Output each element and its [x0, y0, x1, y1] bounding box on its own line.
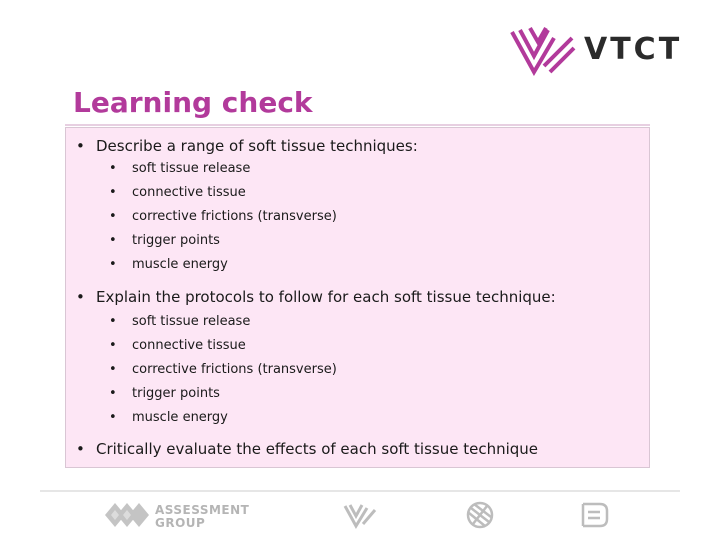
- bullet-glyph: •: [109, 362, 117, 377]
- bullet-text: Describe a range of soft tissue techniques:: [96, 137, 418, 155]
- sub-bullet-text: muscle energy: [132, 410, 228, 425]
- bullet-text: Explain the protocols to follow for each soft tissue technique:: [96, 288, 556, 306]
- bullet-glyph: •: [76, 440, 85, 458]
- sub-bullet-text: connective tissue: [132, 185, 246, 200]
- group-label: GROUP: [155, 516, 206, 530]
- bullet-text: Critically evaluate the effects of each soft tissue technique: [96, 440, 539, 458]
- assessment-group-logo: [105, 500, 250, 534]
- sub-bullet-text: trigger points: [132, 233, 220, 248]
- vtct-wordmark: VTCT: [584, 32, 683, 67]
- sub-bullet-text: connective tissue: [132, 338, 246, 353]
- vtct-footer-logo: [343, 500, 377, 534]
- vtct-logo: [508, 22, 683, 76]
- bullet-glyph: •: [76, 288, 85, 306]
- bullet-glyph: •: [76, 137, 85, 155]
- footer-divider: [40, 490, 680, 492]
- sub-bullet-text: corrective frictions (transverse): [132, 362, 337, 377]
- bullet-glyph: •: [109, 161, 117, 176]
- sub-bullet-text: corrective frictions (transverse): [132, 209, 337, 224]
- vtct-chevron-grey-icon: [343, 500, 377, 530]
- sub-bullet-text: trigger points: [132, 386, 220, 401]
- globe-footer-logo: [465, 500, 495, 534]
- vtct-chevron-icon: [508, 22, 578, 76]
- learning-check-panel: [65, 127, 650, 468]
- bullet-glyph: •: [109, 233, 117, 248]
- assessment-group-icon: [105, 500, 151, 530]
- box-footer-logo: [580, 500, 610, 534]
- assessment-label: ASSESSMENT: [155, 503, 250, 517]
- sub-bullet-text: soft tissue release: [132, 314, 251, 329]
- slide-title: Learning check: [73, 86, 313, 119]
- title-divider: [65, 124, 650, 126]
- bullet-glyph: •: [109, 257, 117, 272]
- bullet-glyph: •: [109, 209, 117, 224]
- globe-icon: [465, 500, 495, 530]
- bullet-glyph: •: [109, 338, 117, 353]
- bullet-glyph: •: [109, 185, 117, 200]
- bullet-glyph: •: [109, 386, 117, 401]
- bullet-glyph: •: [109, 410, 117, 425]
- sub-bullet-text: soft tissue release: [132, 161, 251, 176]
- sub-bullet-text: muscle energy: [132, 257, 228, 272]
- bullet-glyph: •: [109, 314, 117, 329]
- itec-box-icon: [580, 500, 610, 530]
